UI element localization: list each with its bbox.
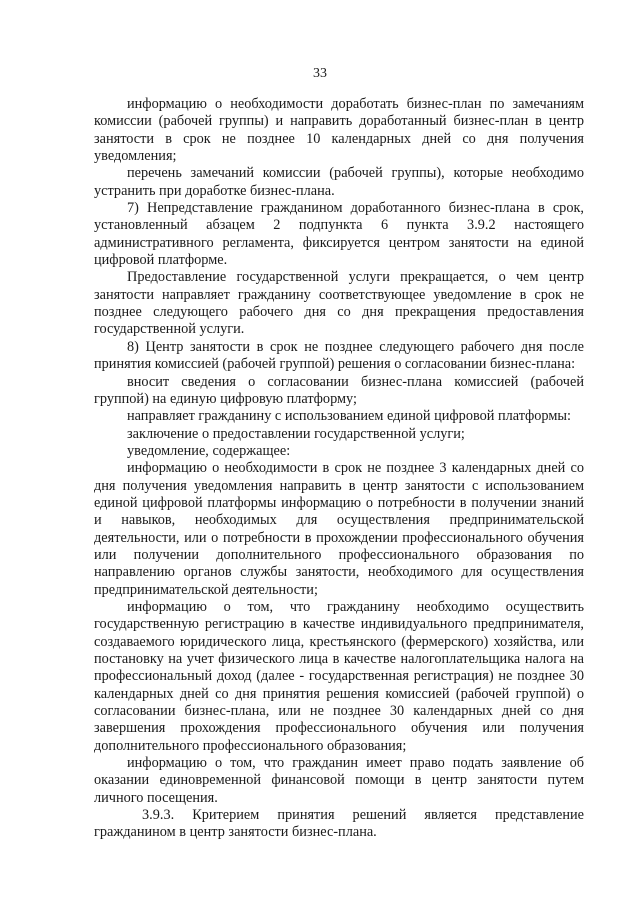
paragraph: Предоставление государственной услуги прекращается, о чем центр занятости направляет гражданину соответствующее уведомление в срок не позднее следующего рабочего дня со дня прекращения предоставления государственной услуги. <box>94 269 584 338</box>
section-paragraph: 3.9.3. Критерием принятия решений является представление гражданином в центр занятости бизнес-плана. <box>94 807 584 841</box>
paragraph: заключение о предоставлении государственной услуги; <box>127 425 465 442</box>
paragraph: информацию о том, что гражданин имеет право подать заявление об оказании единовременной финансовой помощи в центр занятости путем личного посещения. <box>94 755 584 806</box>
paragraph: 7) Непредставление гражданином доработанного бизнес-плана в срок, установленный абзацем 2 подпункта 6 пункта 3.9.2 настоящего административного регламента, фиксируется центром занятости на единой цифровой платформе. <box>94 200 584 269</box>
paragraph: вносит сведения о согласовании бизнес-плана комиссией (рабочей группой) на единую цифровую платформу; <box>94 373 584 407</box>
document-body <box>94 96 584 842</box>
paragraph: 8) Центр занятости в срок не позднее следующего рабочего дня после принятия комиссией (рабочей группой) решения о согласовании бизнес-плана: <box>94 338 584 373</box>
paragraph: информацию о необходимости доработать бизнес-план по замечаниям комиссии (рабочей группы) и направить доработанный бизнес-план в центр занятости в срок не позднее 10 календарных дней со дня получения уведомления; <box>94 96 584 165</box>
paragraph: направляет гражданину с использованием единой цифровой платформы: <box>127 408 571 425</box>
page-number: 33 <box>313 66 327 81</box>
paragraph: уведомление, содержащее: <box>127 442 291 459</box>
paragraph: информацию о том, что гражданину необходимо осуществить государственную регистрацию в качестве индивидуального предпринимателя, создаваемого юридического лица, крестьянского (фермерского) хозяйства, или постановку на учет физического лица в качестве налогоплательщика налога на профессиональный доход (далее - государственная регистрация) не позднее 30 календарных дней со дня принятия решения комиссией (рабочей группой) о согласовании бизнес-плана, или не позднее 30 календарных дней со дня завершения прохождения профессионального обучения или получения дополнительного профессионального образования; <box>94 598 584 754</box>
paragraph: информацию о необходимости в срок не позднее 3 календарных дней со дня получения уведомления направить в центр занятости с использованием единой цифровой платформы информацию о потребности в получении знаний и навыков, необходимых для осуществления предпринимательской деятельности, или о потребности в прохождении профессионального обучения или получении дополнительного профессионального образования по направлению органов службы занятости, необходимого для осуществления предпринимательской деятельности; <box>94 460 584 598</box>
paragraph: перечень замечаний комиссии (рабочей группы), которые необходимо устранить при доработке бизнес-плана. <box>94 165 584 199</box>
